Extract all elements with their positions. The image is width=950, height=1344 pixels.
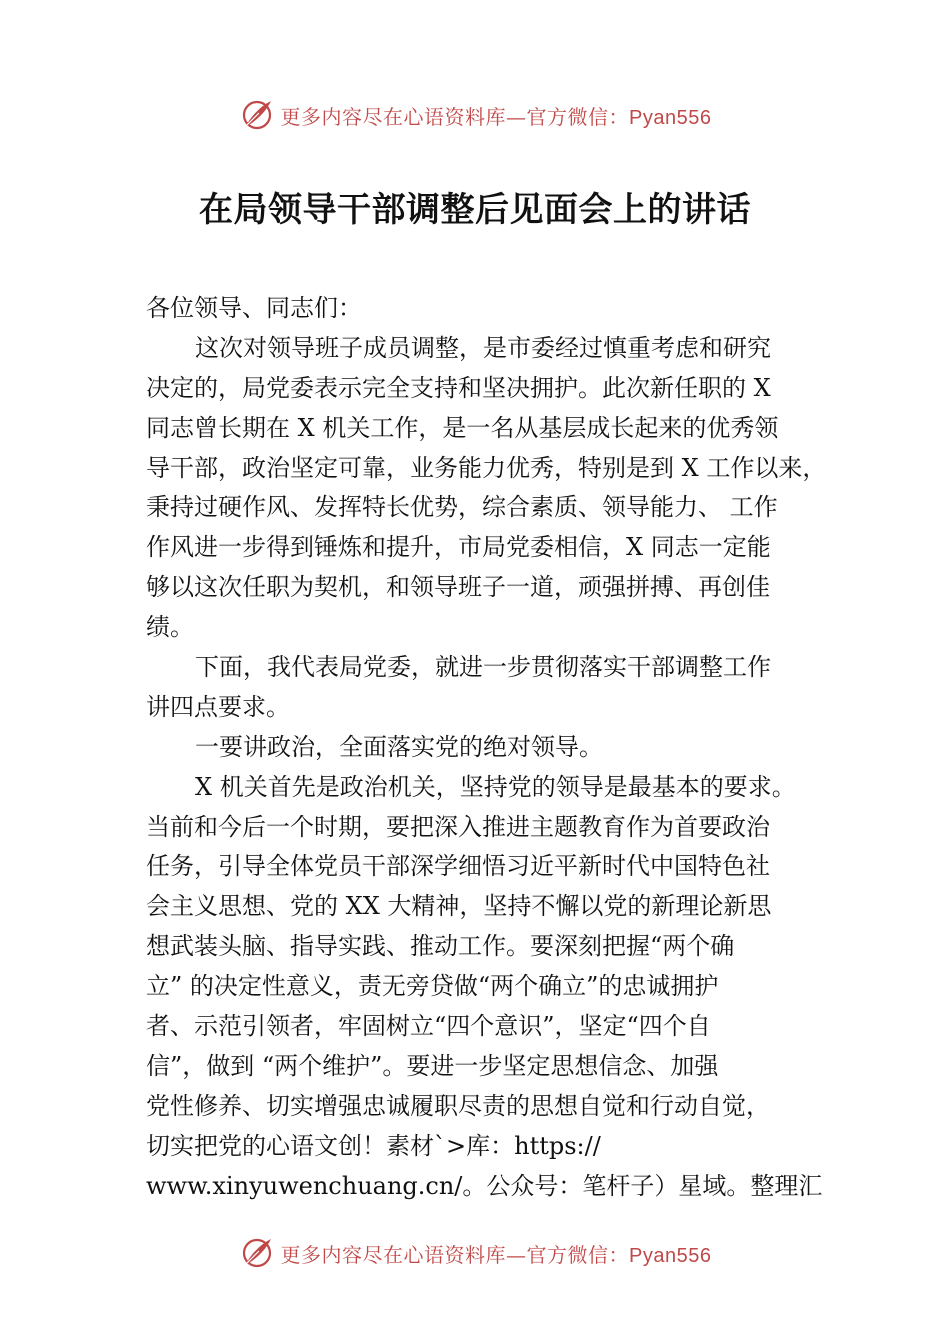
paragraph-line: 当前和今后一个时期，要把深入推进主题教育作为首要政治 [146,812,770,841]
paragraph-line: 会主义思想、党的 XX 大精神，坚持不懈以党的新理论新思 [146,892,772,921]
paragraph-line: 绩。 [146,613,194,642]
paragraph-line: 党性修养、切实增强忠诚履职尽责的思想自觉和行动自觉， [146,1091,770,1120]
watermark-chinese: 更多内容尽在心语资料库—官方微信： [280,1242,630,1267]
paragraph-line: 秉持过硬作风、发挥特长优势，综合素质、领导能力、 工作 [146,493,778,522]
header-watermark-banner [0,93,950,137]
paragraph-line: 作风进一步得到锤炼和提升，市局党委相信，X 同志一定能 [146,533,771,562]
wechat-id: Pyan556 [629,106,712,129]
paragraph-line: 下面，我代表局党委，就进一步贯彻落实干部调整工作 [195,653,771,682]
paragraph-line: 想武装头脑、指导实践、推动工作。要深刻把握“两个确 [146,932,735,961]
document-body [146,289,866,1206]
salutation: 各位领导、同志们： [146,294,362,322]
watermark-text [281,1239,712,1268]
paragraph-line: X 机关首先是政治机关，坚持党的领导是最基本的要求。 [195,772,796,801]
paragraph-line: 立” 的决定性意义，责无旁贷做“两个确立”的忠诚拥护 [146,972,719,1001]
watermark-text [281,101,712,130]
wechat-id: Pyan556 [629,1244,712,1267]
paragraph-line: 这次对领导班子成员调整，是市委经过慎重考虑和研究 [195,333,771,362]
paragraph-line: 讲四点要求。 [146,692,290,721]
paragraph-line: 够以这次任职为契机，和领导班子一道，顽强拼搏、再创佳 [146,573,770,602]
paragraph-line: www.xinyuwenchuang.cn/。公众号：笔杆子）星域。整理汇 [146,1171,823,1200]
paragraph-line: 者、示范引领者，牢固树立“四个意识”，坚定“四个自 [146,1012,711,1041]
paragraph-line: 信”，做到 “两个维护”。要进一步坚定思想信念、加强 [146,1051,719,1080]
paragraph-line: 任务，引导全体党员干部深学细悟习近平新时代中国特色社 [146,852,770,881]
paragraph-line: 导干部，政治坚定可靠，业务能力优秀，特别是到 X 工作以来， [146,453,827,482]
watermark-chinese: 更多内容尽在心语资料库—官方微信： [280,104,630,129]
document-title: 在局领导干部调整后见面会上的讲话 [199,190,751,230]
paragraph-line: 切实把党的心语文创！素材`>库：https:// [146,1131,601,1160]
feather-pen-logo-icon [239,97,275,133]
section-heading: 一要讲政治，全面落实党的绝对领导。 [195,732,603,761]
paragraph-line: 同志曾长期在 X 机关工作，是一名从基层成长起来的优秀领 [146,413,779,442]
paragraph-line: 决定的，局党委表示完全支持和坚决拥护。此次新任职的 X [146,373,771,402]
feather-pen-logo-icon [239,1235,275,1271]
footer-watermark-banner [0,1231,950,1275]
